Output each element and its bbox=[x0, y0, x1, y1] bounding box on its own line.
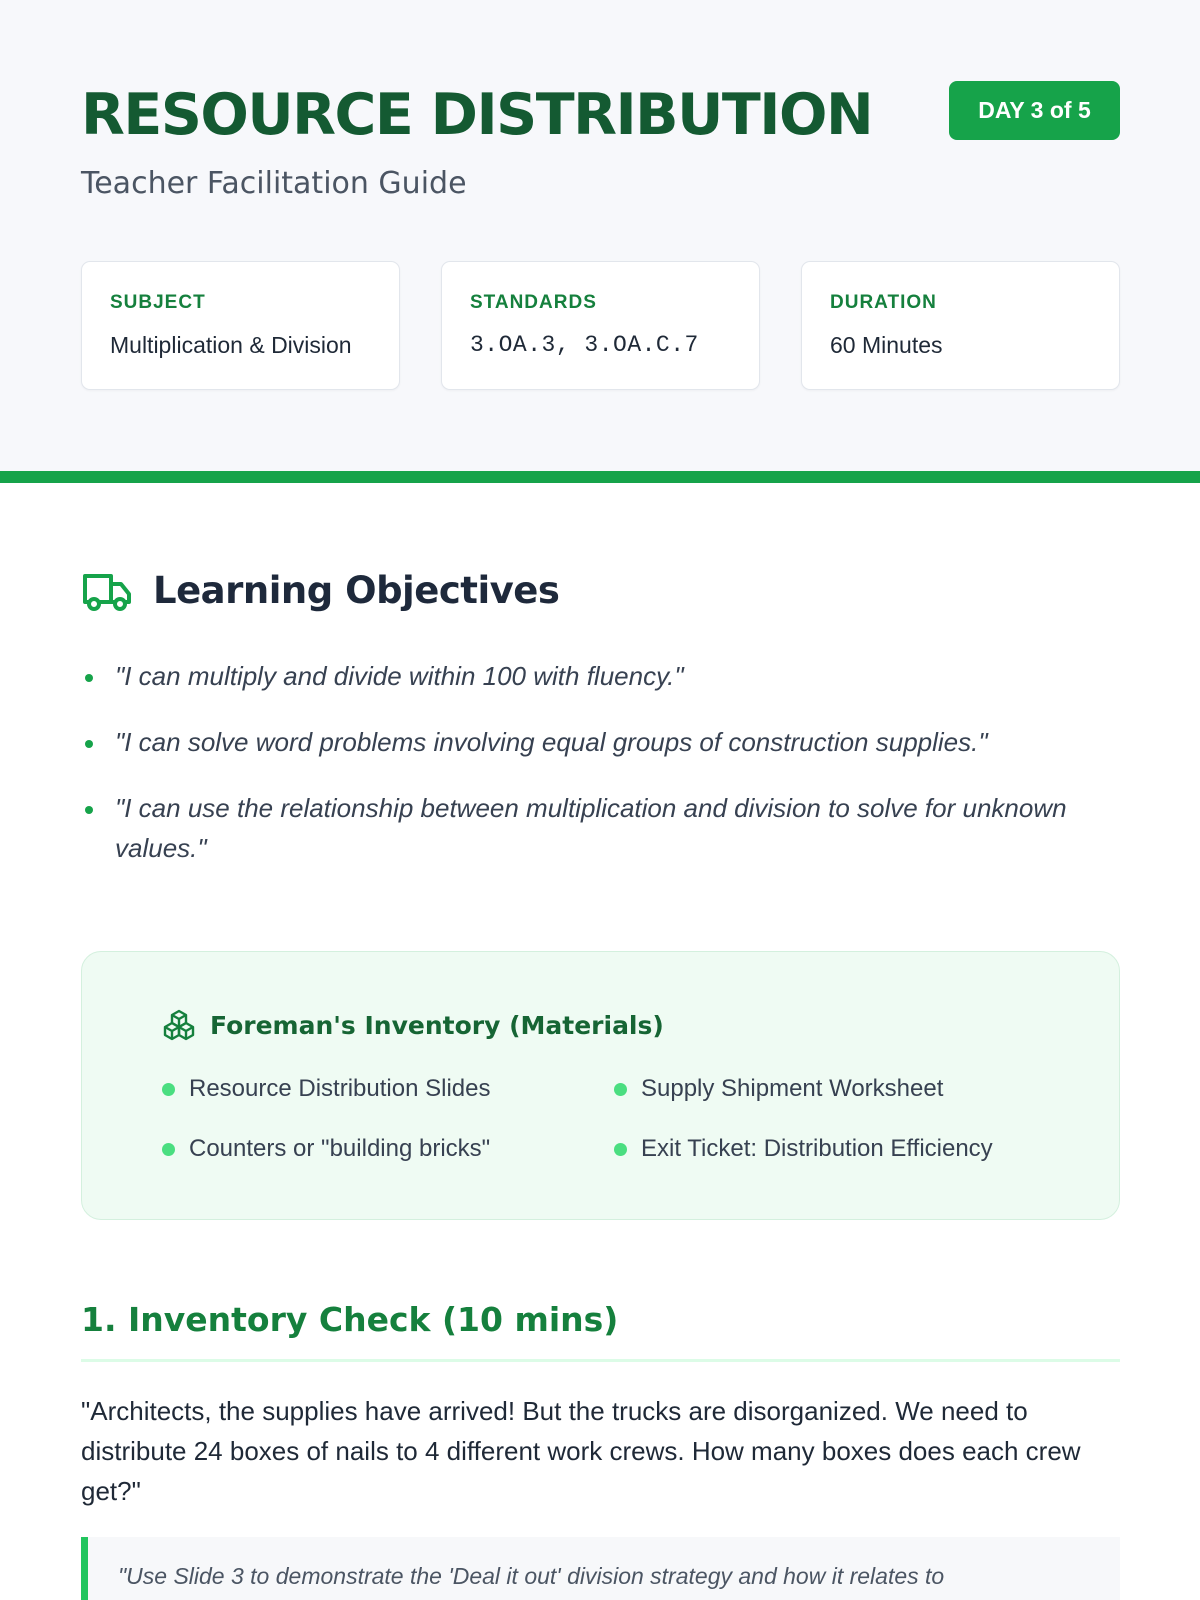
objective-item bbox=[81, 788, 1121, 868]
objectives-heading bbox=[81, 566, 559, 614]
bullet-icon bbox=[85, 740, 93, 748]
duration-card bbox=[801, 261, 1120, 390]
material-item bbox=[162, 1075, 490, 1103]
page-header bbox=[0, 0, 1200, 471]
bullet-icon bbox=[85, 806, 93, 814]
subject-value: Multiplication & Division bbox=[110, 332, 352, 358]
standards-card bbox=[441, 261, 760, 390]
objective-item bbox=[81, 722, 1121, 762]
objective-text: "I can use the relationship between multiplication and division to solve for unknown values." bbox=[115, 793, 1067, 863]
standards-label: STANDARDS bbox=[470, 292, 597, 313]
page-title: RESOURCE DISTRIBUTION bbox=[81, 82, 873, 148]
cubes-icon bbox=[162, 1008, 196, 1042]
bullet-icon bbox=[614, 1083, 627, 1096]
material-text: Resource Distribution Slides bbox=[189, 1075, 491, 1102]
material-text: Counters or "building bricks" bbox=[189, 1135, 491, 1162]
standards-value: 3.OA.3, 3.OA.C.7 bbox=[470, 332, 699, 358]
section-title: 1. Inventory Check (10 mins) bbox=[81, 1300, 619, 1339]
day-badge: DAY 3 of 5 bbox=[949, 81, 1120, 140]
material-item bbox=[162, 1135, 490, 1163]
section-body: "Architects, the supplies have arrived! But the trucks are disorganized. We need to distribute 24 boxes of nails to 4 different work crews. How many boxes does each crew get?" bbox=[81, 1396, 1081, 1506]
truck-icon bbox=[81, 568, 133, 612]
subject-label: SUBJECT bbox=[110, 292, 206, 313]
page-subtitle: Teacher Facilitation Guide bbox=[81, 166, 467, 201]
objective-item bbox=[81, 656, 1121, 696]
material-text: Supply Shipment Worksheet bbox=[641, 1075, 944, 1102]
section-divider bbox=[81, 1359, 1120, 1362]
duration-value: 60 Minutes bbox=[830, 332, 943, 358]
teacher-note-text: "Use Slide 3 to demonstrate the 'Deal it out' division strategy and how it relates to bbox=[118, 1563, 945, 1589]
bullet-icon bbox=[614, 1143, 627, 1156]
material-item bbox=[614, 1135, 993, 1163]
materials-title: Foreman's Inventory (Materials) bbox=[210, 1010, 664, 1040]
objective-text: "I can multiply and divide within 100 with fluency." bbox=[115, 661, 684, 691]
teacher-note bbox=[81, 1537, 1120, 1600]
bullet-icon bbox=[162, 1143, 175, 1156]
materials-panel bbox=[81, 951, 1120, 1220]
subject-card bbox=[81, 261, 400, 390]
materials-heading bbox=[162, 1008, 664, 1042]
duration-label: DURATION bbox=[830, 292, 937, 313]
objectives-title: Learning Objectives bbox=[153, 568, 560, 612]
bullet-icon bbox=[162, 1083, 175, 1096]
material-text: Exit Ticket: Distribution Efficiency bbox=[641, 1135, 993, 1162]
objective-text: "I can solve word problems involving equal groups of construction supplies." bbox=[115, 727, 988, 757]
material-item bbox=[614, 1075, 943, 1103]
objectives-list bbox=[81, 656, 1121, 894]
header-divider bbox=[0, 471, 1200, 483]
bullet-icon bbox=[85, 674, 93, 682]
